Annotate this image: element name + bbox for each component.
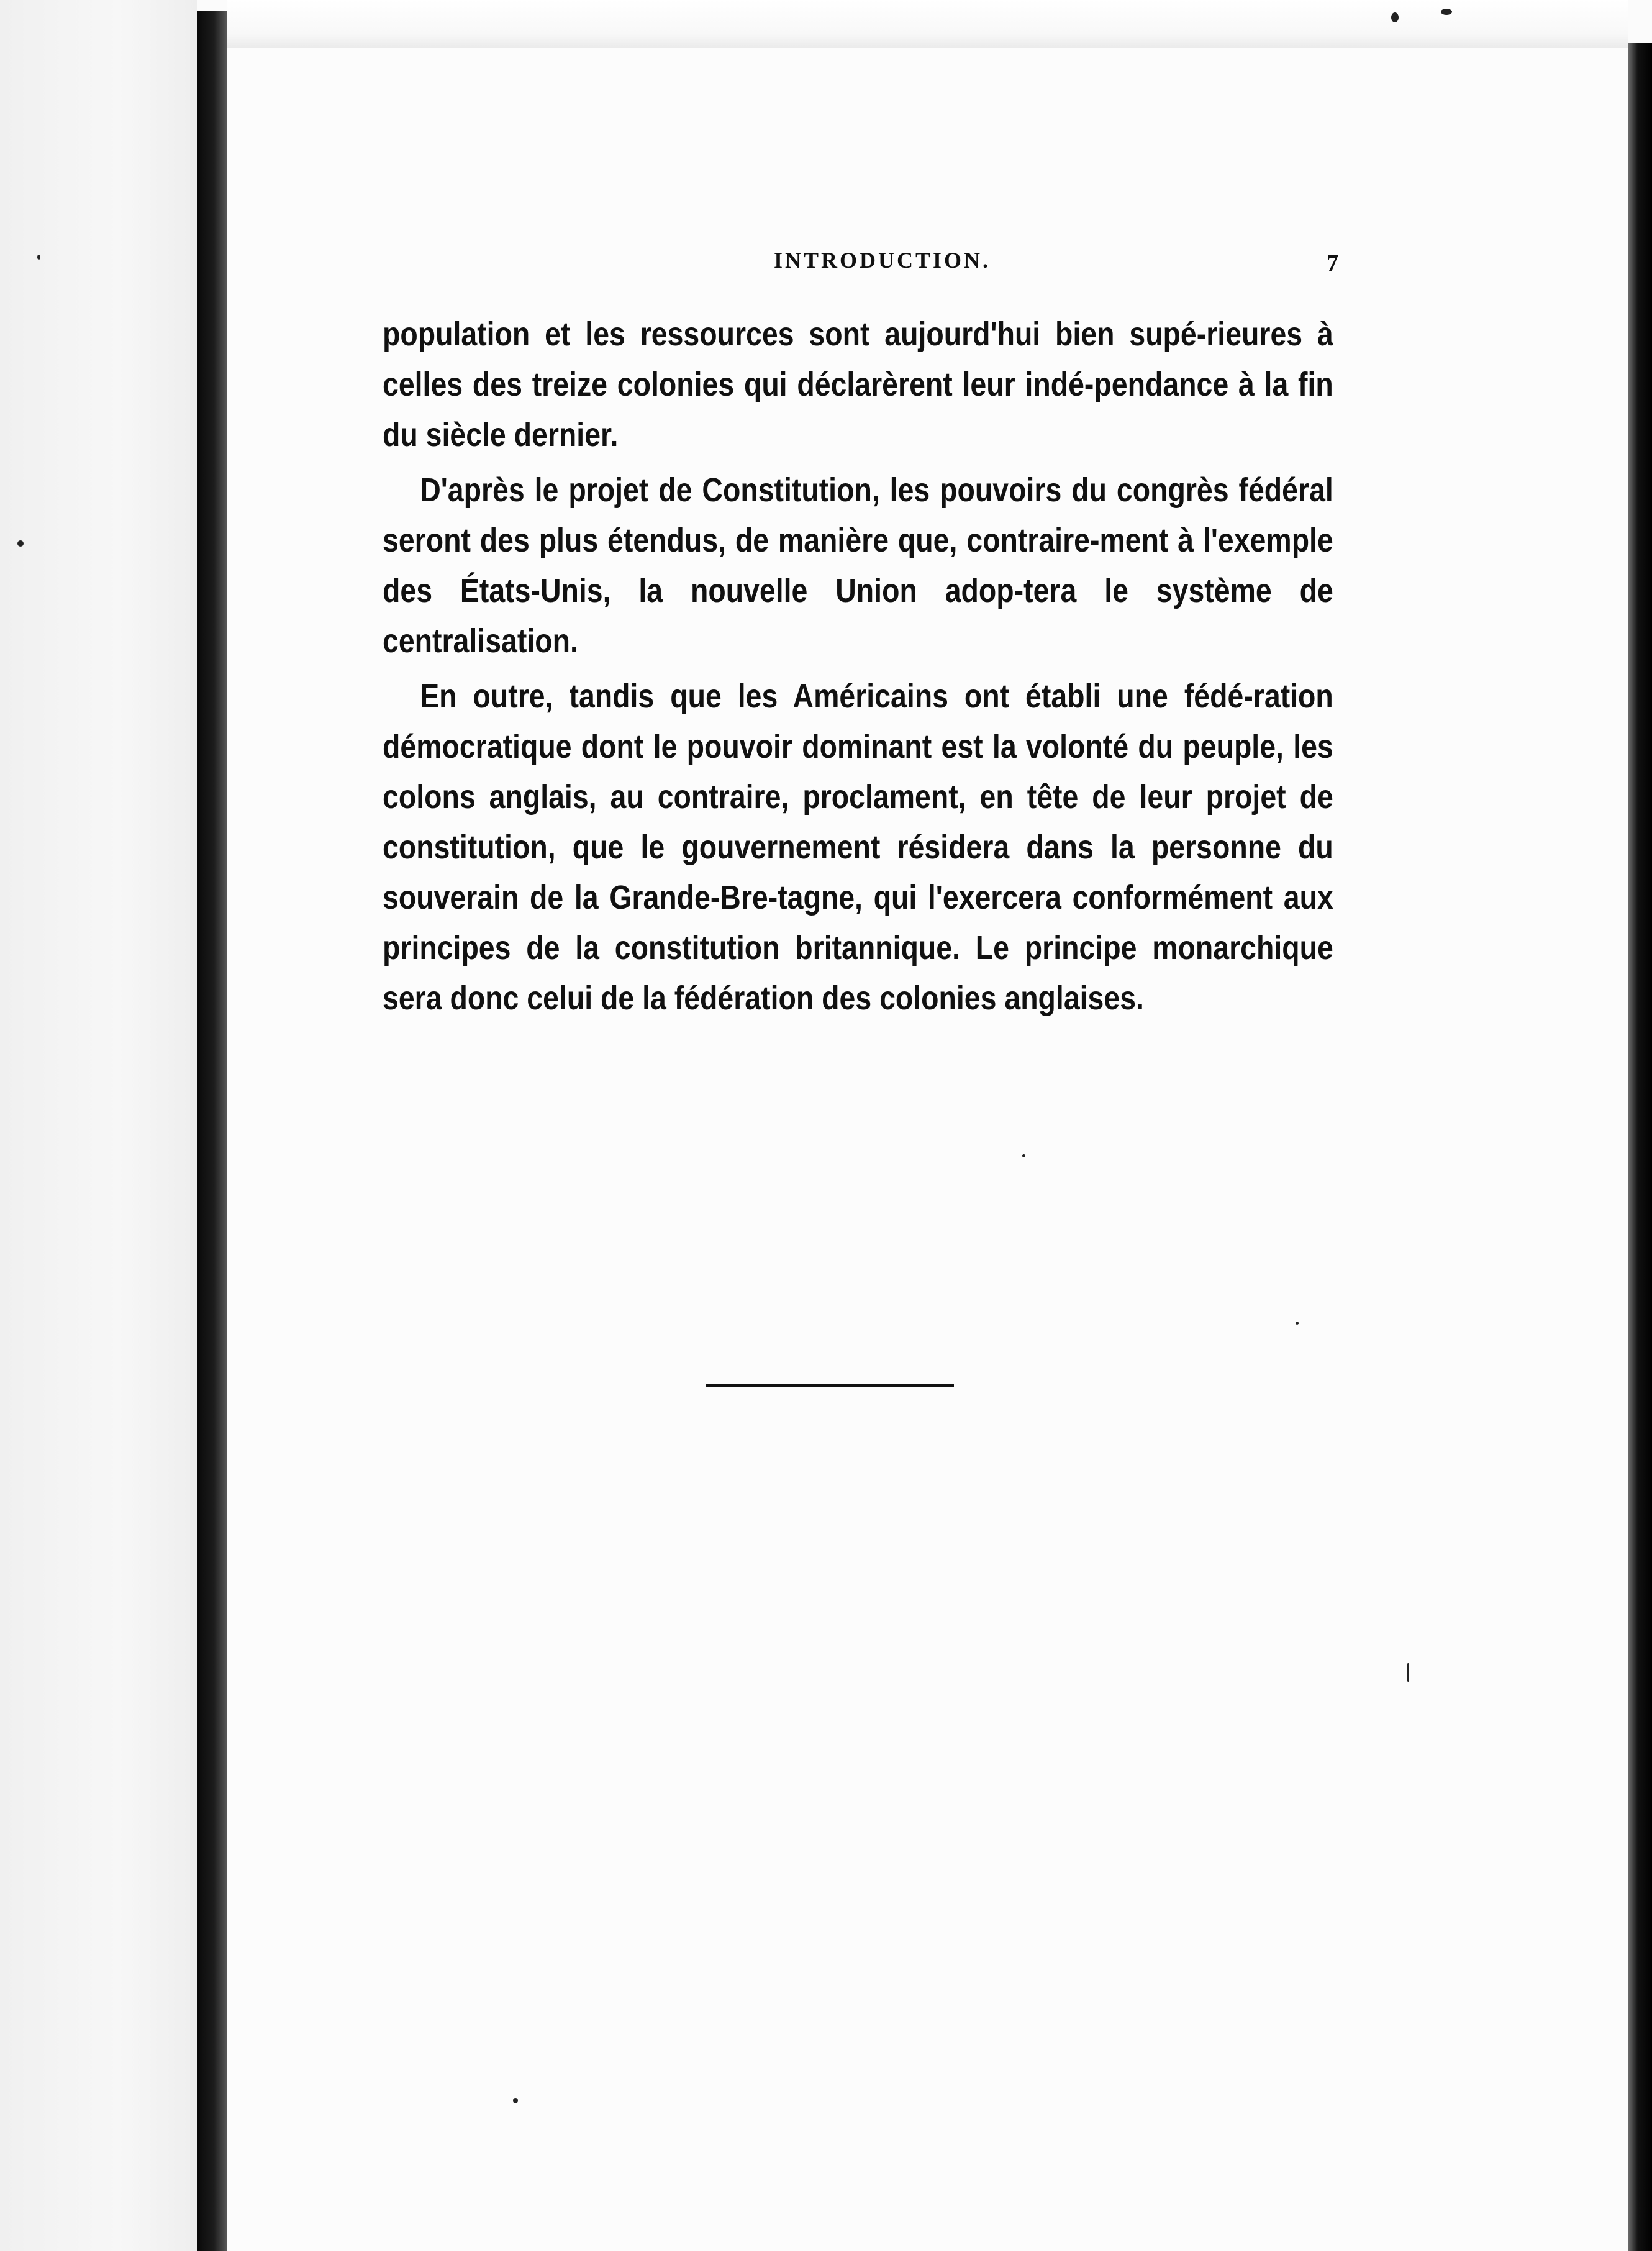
- ink-speck: [1441, 9, 1452, 15]
- ink-speck: [17, 540, 24, 547]
- facing-page-margin: [0, 0, 197, 2251]
- running-head: INTRODUCTION.: [774, 248, 991, 273]
- page-header: [227, 247, 1628, 284]
- page-number: 7: [1327, 250, 1338, 276]
- ink-speck: [513, 2098, 518, 2103]
- page-top-edge: [227, 0, 1628, 50]
- paragraph-2: D'après le projet de Constitution, les pouvoirs du congrès fédéral seront des plus étendus, de manière que, contraire-ment à l'exemple des États-Unis, la nouvelle Union adop-tera le système de centralisation.: [383, 471, 1333, 660]
- ink-speck: [1391, 12, 1399, 22]
- ink-speck: [1022, 1154, 1025, 1157]
- binding-shadow: [197, 11, 227, 2251]
- ink-speck: [1407, 1663, 1409, 1682]
- page-right-edge: [1628, 43, 1652, 2251]
- body-text: [383, 309, 1333, 1029]
- ink-speck: [37, 255, 40, 260]
- ink-speck: [1296, 1322, 1299, 1325]
- paragraph-1: population et les ressources sont aujourd'hui bien supé-rieures à celles des treize colonies qui déclarèrent leur indé-pendance à la fin du siècle dernier.: [383, 316, 1333, 453]
- section-end-rule: [706, 1384, 954, 1387]
- book-page: [227, 48, 1628, 2251]
- paragraph-3: En outre, tandis que les Américains ont établi une fédé-ration démocratique dont le pouvoir dominant est la volonté du peuple, les colons anglais, au contraire, proclament, en tête de leur projet de constitution, que le gouvernement résidera dans la personne du souverain de la Grande-Bre-tagne, qui l'exercera conformément aux principes de la constitution britannique. Le principe monarchique sera donc celui de la fédération des colonies anglaises.: [383, 678, 1333, 1017]
